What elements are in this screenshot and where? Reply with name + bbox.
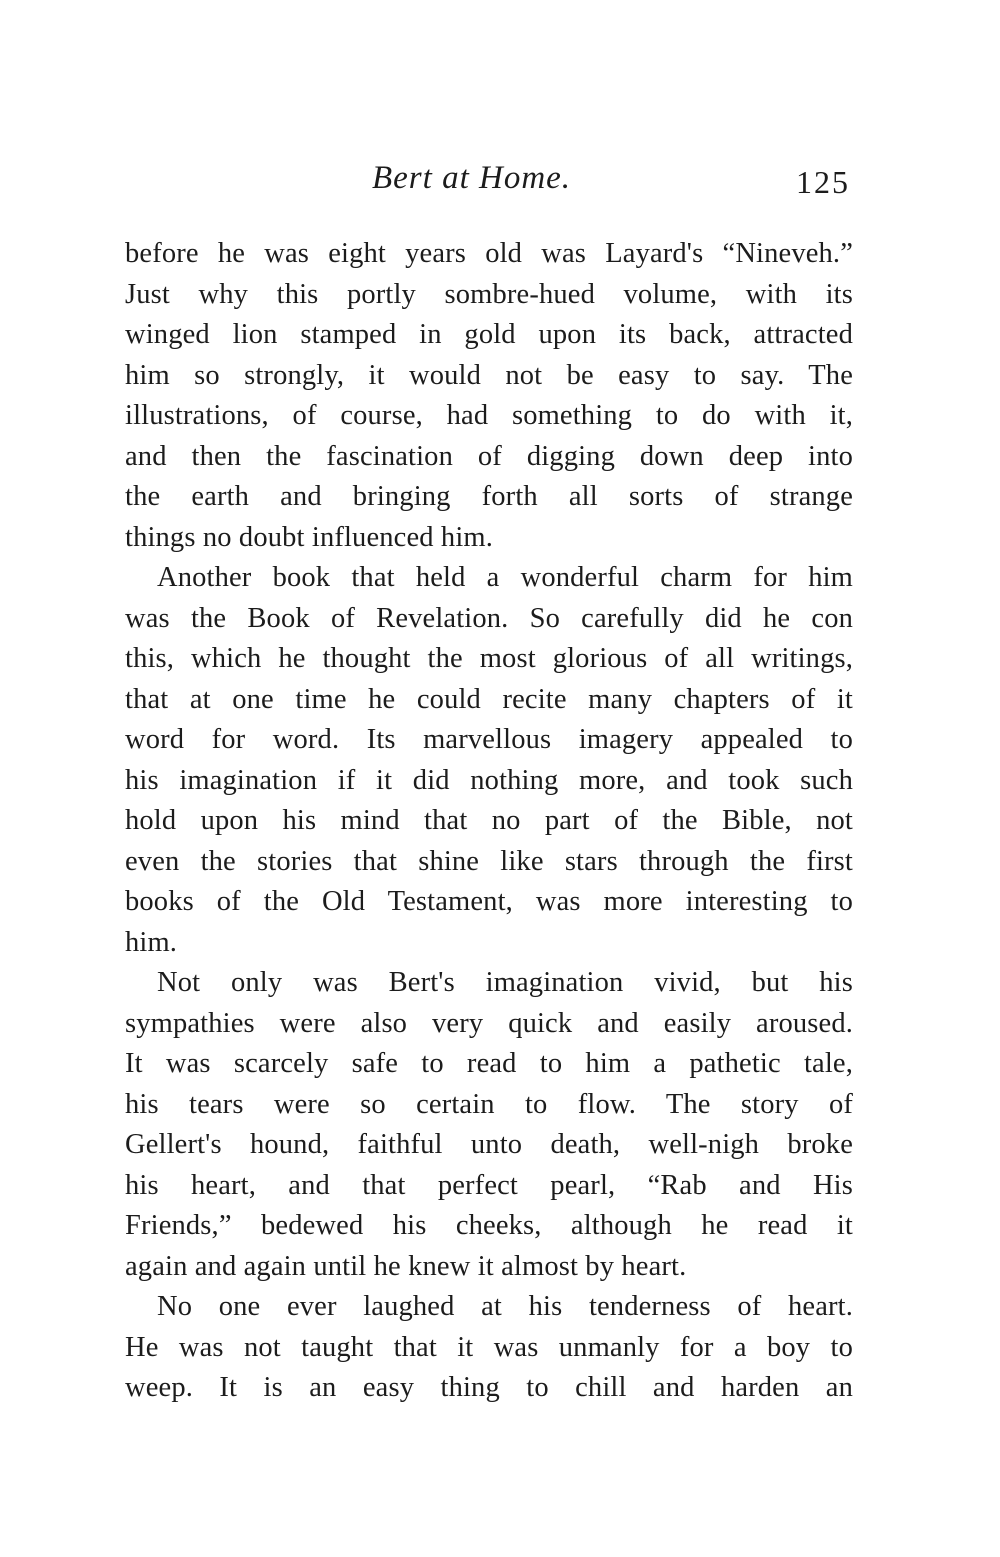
text-line: hold upon his mind that no part of the Bible, not <box>125 805 853 836</box>
page-header <box>0 160 1000 210</box>
text-line: his heart, and that perfect pearl, “Rab and His <box>125 1169 853 1201</box>
text-line: weep. It is an easy thing to chill and harden an <box>125 1372 853 1403</box>
text-line: Another book that held a wonderful charm for him <box>157 562 853 593</box>
text-line: this, which he thought the most glorious of all writings, <box>125 643 853 674</box>
page-number: 125 <box>796 164 850 200</box>
running-title: Bert at Home. <box>372 160 572 196</box>
text-line: winged lion stamped in gold upon its back, attracted <box>125 319 853 350</box>
text-line: It was scarcely safe to read to him a pathetic tale, <box>125 1048 853 1079</box>
text-line: before he was eight years old was Layard's “Nineveh.” <box>125 238 853 269</box>
text-line: Friends,” bedewed his cheeks, although he read it <box>125 1210 853 1241</box>
text-line: books of the Old Testament, was more interesting to <box>125 886 853 917</box>
text-line: He was not taught that it was unmanly for a boy to <box>125 1331 853 1363</box>
text-line: Gellert's hound, faithful unto death, well-nigh broke <box>125 1129 853 1160</box>
text-line: again and again until he knew it almost by heart. <box>125 1250 687 1282</box>
text-line: illustrations, of course, had something to do with it, <box>125 400 853 431</box>
text-line: him so strongly, it would not be easy to say. The <box>125 359 853 391</box>
text-line: his tears were so certain to flow. The story of <box>125 1088 853 1120</box>
text-line: and then the fascination of digging down deep into <box>125 440 853 472</box>
text-line: Just why this portly sombre-hued volume, with its <box>125 278 853 310</box>
text-line: was the Book of Revelation. So carefully did he con <box>125 602 853 634</box>
body-text <box>125 234 853 1409</box>
text-line: even the stories that shine like stars through the first <box>125 845 853 877</box>
text-line: the earth and bringing forth all sorts of strange <box>125 481 853 512</box>
text-line: word for word. Its marvellous imagery appealed to <box>125 724 853 755</box>
text-line: him. <box>125 926 178 958</box>
text-line: things no doubt influenced him. <box>125 521 493 553</box>
text-line: Not only was Bert's imagination vivid, but his <box>157 967 853 998</box>
text-line: sympathies were also very quick and easily aroused. <box>125 1007 853 1039</box>
text-line: his imagination if it did nothing more, and took such <box>125 764 853 796</box>
text-line: that at one time he could recite many chapters of it <box>125 683 853 715</box>
text-line: No one ever laughed at his tenderness of heart. <box>157 1291 853 1322</box>
